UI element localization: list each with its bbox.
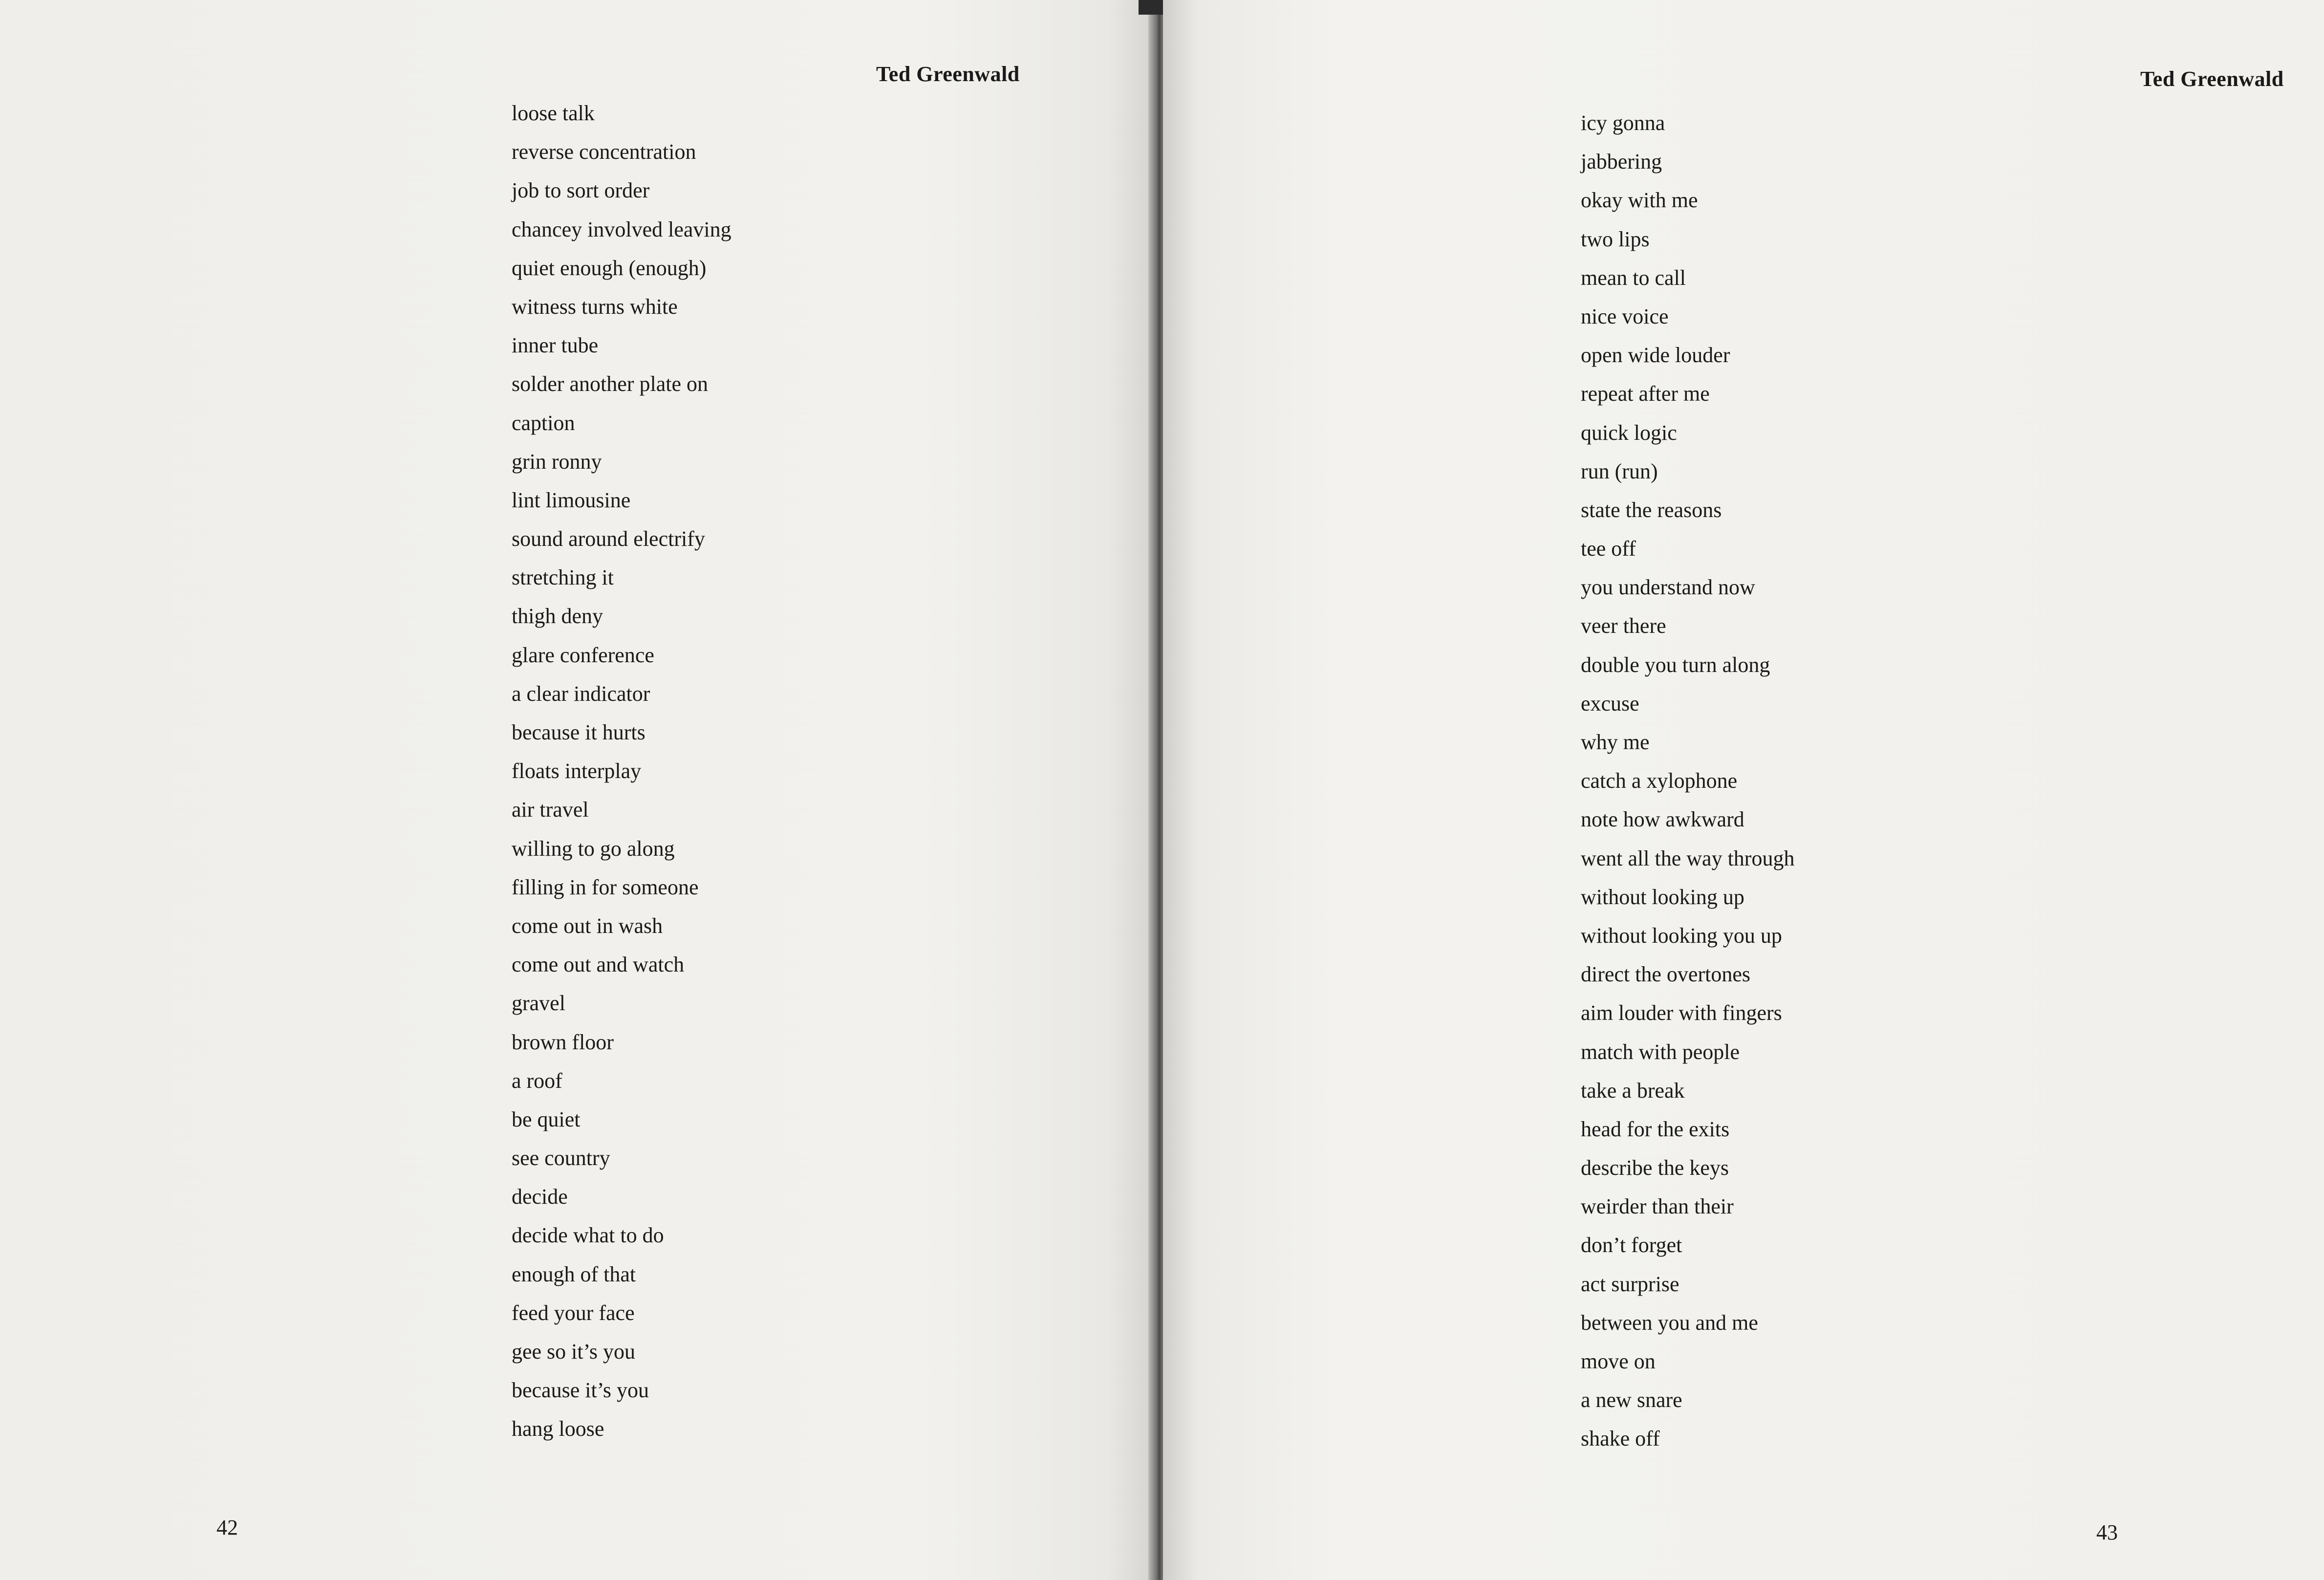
poem-line: loose talk	[512, 101, 595, 125]
poem-line: see country	[512, 1146, 610, 1170]
poem-line: shake off	[1581, 1427, 1660, 1451]
poem-line: okay with me	[1581, 188, 1698, 213]
poem-line: floats interplay	[512, 759, 642, 783]
poem-line: without looking you up	[1581, 923, 1782, 948]
poem-line: caption	[512, 411, 575, 435]
poem-line: move on	[1581, 1349, 1656, 1373]
poem-line: weirder than their	[1581, 1194, 1734, 1219]
right-poem-lines	[1581, 112, 1794, 1467]
page-number: 43	[2096, 1520, 2118, 1544]
poem-line: don’t forget	[1581, 1233, 1682, 1257]
poem-line: direct the overtones	[1581, 962, 1750, 987]
poem-line: act surprise	[1581, 1272, 1679, 1296]
poem-line: veer there	[1581, 614, 1666, 638]
poem-line: between you and me	[1581, 1310, 1758, 1335]
poem-line: inner tube	[512, 333, 599, 358]
poem-line: quick logic	[1581, 420, 1677, 445]
poem-line: state the reasons	[1581, 498, 1722, 522]
right-page-header: Ted Greenwald	[2140, 67, 2284, 91]
poem-line: lint limousine	[512, 488, 631, 512]
poem-line: sound around electrify	[512, 527, 705, 551]
poem-line: went all the way through	[1581, 846, 1795, 870]
poem-line: describe the keys	[1581, 1156, 1729, 1180]
poem-line: feed your face	[512, 1300, 635, 1325]
poem-line: gravel	[512, 991, 565, 1016]
poem-line: you understand now	[1581, 575, 1755, 600]
poem-line: double you turn along	[1581, 652, 1770, 677]
poem-line: why me	[1581, 730, 1650, 754]
poem-line: tee off	[1581, 537, 1636, 561]
left-poem-lines	[512, 103, 732, 1457]
poem-line: because it’s you	[512, 1378, 649, 1403]
page-number: 42	[216, 1515, 238, 1539]
poem-line: icy gonna	[1581, 111, 1665, 135]
poem-line: take a break	[1581, 1078, 1685, 1103]
left-page-header: Ted Greenwald	[876, 62, 1020, 86]
poem-line: decide what to do	[512, 1223, 664, 1248]
poem-line: glare conference	[512, 643, 654, 667]
poem-line: hang loose	[512, 1417, 604, 1441]
right-page	[1163, 0, 2324, 1580]
poem-line: run (run)	[1581, 459, 1658, 483]
poem-line: willing to go along	[512, 836, 675, 861]
poem-line: job to sort order	[512, 178, 650, 203]
poem-line: nice voice	[1581, 304, 1669, 328]
poem-line: brown floor	[512, 1030, 614, 1054]
poem-line: decide	[512, 1185, 568, 1209]
poem-line: catch a xylophone	[1581, 769, 1738, 793]
poem-line: reverse concentration	[512, 140, 696, 164]
poem-line: a clear indicator	[512, 681, 650, 706]
poem-line: thigh deny	[512, 604, 603, 628]
poem-line: note how awkward	[1581, 807, 1744, 832]
poem-line: grin ronny	[512, 449, 602, 474]
poem-line: gee so it’s you	[512, 1340, 635, 1364]
poem-line: come out and watch	[512, 952, 685, 977]
poem-line: because it hurts	[512, 720, 646, 744]
poem-line: chancey involved leaving	[512, 217, 732, 241]
poem-line: two lips	[1581, 227, 1650, 251]
poem-line: enough of that	[512, 1262, 636, 1286]
left-page	[0, 0, 1153, 1580]
poem-line: a new snare	[1581, 1388, 1682, 1412]
poem-line: aim louder with fingers	[1581, 1001, 1782, 1025]
poem-line: air travel	[512, 798, 589, 822]
poem-line: be quiet	[512, 1107, 581, 1131]
poem-line: solder another plate on	[512, 372, 708, 396]
poem-line: repeat after me	[1581, 382, 1710, 406]
poem-line: witness turns white	[512, 294, 678, 319]
poem-line: quiet enough (enough)	[512, 256, 707, 280]
poem-line: filling in for someone	[512, 875, 699, 899]
poem-line: mean to call	[1581, 265, 1686, 290]
poem-line: open wide louder	[1581, 343, 1730, 368]
poem-line: head for the exits	[1581, 1117, 1730, 1141]
poem-line: match with people	[1581, 1039, 1740, 1064]
poem-line: excuse	[1581, 691, 1639, 715]
poem-line: jabbering	[1581, 150, 1662, 174]
poem-line: without looking up	[1581, 885, 1744, 909]
poem-line: stretching it	[512, 565, 614, 590]
poem-line: a roof	[512, 1068, 562, 1093]
poem-line: come out in wash	[512, 913, 663, 938]
